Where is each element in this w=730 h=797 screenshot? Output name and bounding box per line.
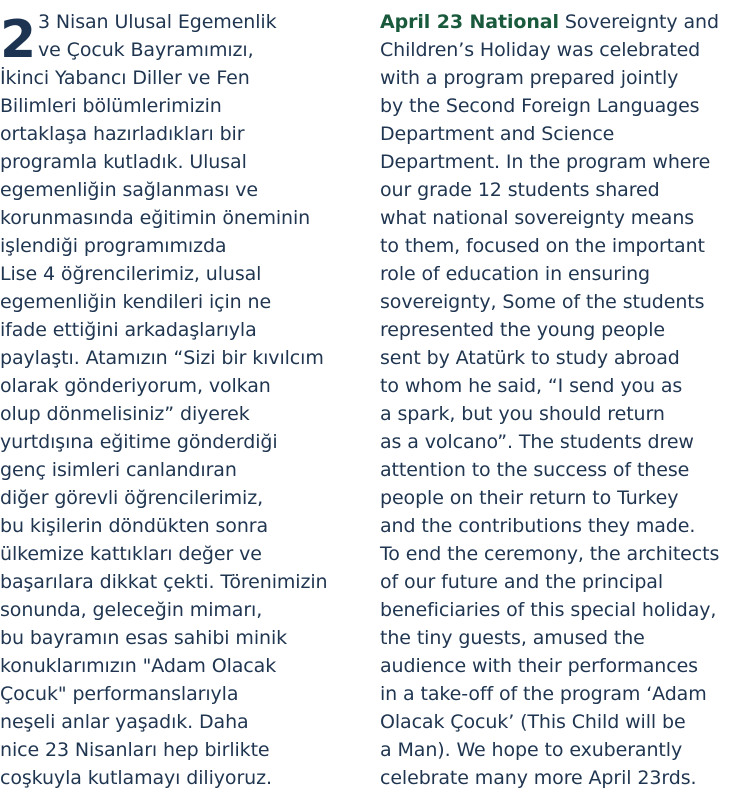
text-line: the tiny guests, amused the bbox=[380, 627, 645, 649]
text-line: with a program prepared jointly bbox=[380, 67, 679, 89]
text-line: bu bayramın esas sahibi minik bbox=[0, 627, 288, 649]
text-line: bu kişilerin döndükten sonra bbox=[0, 515, 269, 537]
text-line: ortaklaşa hazırladıkları bir bbox=[0, 123, 245, 145]
drop-cap: 2 bbox=[0, 10, 37, 70]
text-line: egemenliğin kendileri için ne bbox=[0, 291, 272, 313]
text-line: role of education in ensuring bbox=[380, 263, 651, 285]
text-line: by the Second Foreign Languages bbox=[380, 95, 700, 117]
text-line: Bilimleri bölümlerimizin bbox=[0, 95, 222, 117]
text-line: our grade 12 students shared bbox=[380, 179, 660, 201]
text-line: attention to the success of these bbox=[380, 459, 690, 481]
text-line: a Man). We hope to exuberantly bbox=[380, 739, 683, 761]
english-text bbox=[380, 36, 730, 792]
text-line: Department. In the program where bbox=[380, 151, 711, 173]
text-line: Department and Science bbox=[380, 123, 615, 145]
text-line: a spark, but you should return bbox=[380, 403, 665, 425]
text-line: İkinci Yabancı Diller ve Fen bbox=[0, 67, 250, 89]
text-line: Çocuk" performanslarıyla bbox=[0, 683, 239, 705]
text-line: korunmasında eğitimin öneminin bbox=[0, 207, 311, 229]
text-line: in a take-off of the program ‘Adam bbox=[380, 683, 707, 705]
text-line: ve Çocuk Bayramımızı, bbox=[38, 39, 254, 61]
text-line: olarak gönderiyorum, volkan bbox=[0, 375, 271, 397]
text-line: ifade ettiğini arkadaşlarıyla bbox=[0, 319, 257, 341]
text-line: what national sovereignty means bbox=[380, 207, 695, 229]
text-line: paylaştı. Atamızın “Sizi bir kıvılcım bbox=[0, 347, 324, 369]
text-line: diğer görevli öğrencilerimiz, bbox=[0, 487, 264, 509]
text-line: neşeli anlar yaşadık. Daha bbox=[0, 711, 249, 733]
text-line: to them, focused on the important bbox=[380, 235, 705, 257]
text-line: represented the young people bbox=[380, 319, 665, 341]
text-line: başarılara dikkat çekti. Törenimizin bbox=[0, 571, 328, 593]
turkish-text bbox=[0, 8, 350, 792]
text-line: sent by Atatürk to study abroad bbox=[380, 347, 680, 369]
text-line: olup dönmelisiniz” diyerek bbox=[0, 403, 250, 425]
text-line: audience with their performances bbox=[380, 655, 698, 677]
text-line: people on their return to Turkey bbox=[380, 487, 679, 509]
text-line: 3 Nisan Ulusal Egemenlik bbox=[38, 11, 277, 33]
english-column bbox=[380, 8, 730, 792]
text-line: nice 23 Nisanları hep birlikte bbox=[0, 739, 270, 761]
text-line: of our future and the principal bbox=[380, 571, 664, 593]
turkish-column bbox=[0, 8, 350, 792]
text-line: programla kutladık. Ulusal bbox=[0, 151, 247, 173]
text-line: beneficiaries of this special holiday, bbox=[380, 599, 717, 621]
text-line: yurtdışına eğitime gönderdiği bbox=[0, 431, 278, 453]
text-line: Children’s Holiday was celebrated bbox=[380, 39, 701, 61]
text-line: konuklarımızın "Adam Olacak bbox=[0, 655, 277, 677]
text-line: Olacak Çocuk’ (This Child will be bbox=[380, 711, 686, 733]
english-first-line bbox=[380, 8, 730, 36]
text-line: ülkemize kattıkları değer ve bbox=[0, 543, 262, 565]
english-lead-in: April 23 National bbox=[380, 11, 559, 33]
text-line: sonunda, geleceğin mimarı, bbox=[0, 599, 263, 621]
text-line: egemenliğin sağlanması ve bbox=[0, 179, 259, 201]
text-line: celebrate many more April 23rds. bbox=[380, 767, 697, 789]
text-line: to whom he said, “I send you as bbox=[380, 375, 683, 397]
text-line: genç isimleri canlandıran bbox=[0, 459, 237, 481]
text-line: coşkuyla kutlamayı diliyoruz. bbox=[0, 767, 272, 789]
text-line: To end the ceremony, the architects bbox=[380, 543, 720, 565]
text-line: Lise 4 öğrencilerimiz, ulusal bbox=[0, 263, 262, 285]
english-first-line-rest: Sovereignty and bbox=[558, 11, 719, 33]
text-line: and the contributions they made. bbox=[380, 515, 696, 537]
text-line: as a volcano”. The students drew bbox=[380, 431, 694, 453]
text-line: işlendiği programımızda bbox=[0, 235, 227, 257]
text-line: sovereignty, Some of the students bbox=[380, 291, 705, 313]
